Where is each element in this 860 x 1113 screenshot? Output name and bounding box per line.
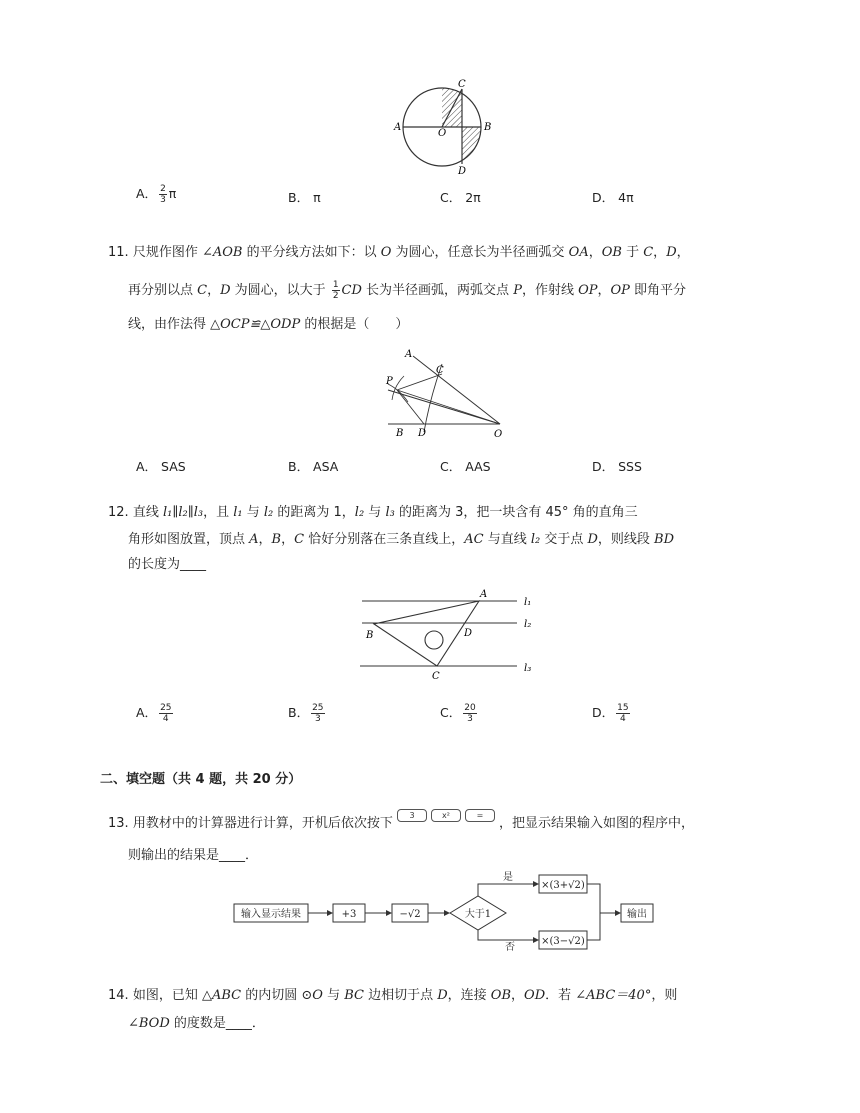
key-equals: = bbox=[465, 809, 495, 822]
q12-label-d: D bbox=[464, 628, 473, 639]
flow-decision-text: 大于1 bbox=[464, 909, 492, 920]
q10-shaded-lower bbox=[462, 127, 481, 161]
flow-minus-sqrt2-text: −√2 bbox=[399, 909, 421, 920]
q11-line-2: 再分别以点 C，D 为圆心，以大于 $\frac{1}{2}$ CD 长为半径画弧，两弧交点 P，作射线 OP，OP 即角平分 bbox=[128, 280, 687, 301]
q12-label-c: C bbox=[432, 671, 440, 682]
q10-option-d[interactable]: D． 4π bbox=[592, 190, 634, 205]
q11-label-c: C bbox=[436, 365, 444, 376]
q11-label-d: D bbox=[418, 428, 427, 439]
q12-line-1: 12. 直线 l₁∥l₂∥l₃，且 l₁ 与 l₂ 的距离为 1，l₂ 与 l₃ 的距离为 3，把一块含有 45° 角的直角三 bbox=[108, 505, 638, 520]
q12-line-2: 角形如图放置，顶点 A，B，C 恰好分别落在三条直线上，AC 与直线 l₂ 交于点 D，则线段 BD bbox=[128, 532, 675, 547]
section-title: 二、填空题（共 4 题，共 20 分） bbox=[100, 772, 302, 787]
q14-line-2: ∠BOD 的度数是____． bbox=[128, 1016, 265, 1031]
q12-option-a[interactable]: A． $\frac{25}{4}$ bbox=[136, 703, 172, 724]
q10-option-c[interactable]: C． 2π bbox=[440, 190, 481, 205]
flow-plus3-text: +3 bbox=[341, 909, 357, 920]
q13-flowchart bbox=[228, 870, 658, 952]
key-x-squared: x² bbox=[431, 809, 461, 822]
flow-times-plus-text: ×(3+√2) bbox=[541, 880, 585, 891]
flow-no-text: 否 bbox=[505, 942, 515, 952]
q10-label-a: A bbox=[394, 122, 402, 133]
q10-option-a[interactable]: A． $\frac{2}{3}$ π bbox=[136, 184, 177, 205]
q12-circle bbox=[425, 631, 443, 649]
flow-output-text: 输出 bbox=[627, 909, 647, 920]
q11-line-1: 11. 尺规作图作 ∠AOB 的平分线方法如下：以 O 为圆心，任意长为半径画弧交 OA，OB 于 C，D， bbox=[108, 245, 690, 260]
q12-label-l2: l₂ bbox=[524, 619, 532, 630]
q12-figure bbox=[352, 584, 548, 684]
q12-option-b[interactable]: B． $\frac{25}{3}$ bbox=[288, 703, 324, 724]
q12-label-a: A bbox=[480, 589, 488, 600]
q10-figure bbox=[390, 74, 500, 178]
q13-line-2: 则输出的结果是____． bbox=[128, 848, 259, 863]
q11-figure bbox=[380, 346, 510, 442]
q11-label-o: O bbox=[494, 429, 503, 440]
q12-option-d[interactable]: D． $\frac{15}{4}$ bbox=[592, 703, 629, 724]
q13-line-1: 13. 用教材中的计算器进行计算，开机后依次按下 3 x² =，把显示结果输入如图的程序中， bbox=[108, 811, 694, 831]
q11-line-3: 线，由作法得 △OCP≌△ODP 的根据是（ ） bbox=[128, 317, 409, 332]
q14-line-1: 14. 如图，已知 △ABC 的内切圆 ⊙O 与 BC 边相切于点 D，连接 OB，OD．若 ∠ABC＝40°，则 bbox=[108, 988, 678, 1003]
flow-times-minus-text: ×(3−√2) bbox=[541, 936, 585, 947]
flow-yes-text: 是 bbox=[503, 872, 513, 883]
q12-label-l1: l₁ bbox=[524, 597, 532, 608]
q12-label-l3: l₃ bbox=[524, 663, 532, 674]
q11-option-a[interactable]: A． SAS bbox=[136, 459, 186, 474]
q11-option-c[interactable]: C． AAS bbox=[440, 459, 491, 474]
q12-line-3: 的长度为____ bbox=[128, 557, 207, 572]
q12-option-c[interactable]: C． $\frac{20}{3}$ bbox=[440, 703, 476, 724]
q10-label-b: B bbox=[484, 122, 492, 133]
q11-label-p: P bbox=[386, 376, 393, 387]
q11-label-a: A bbox=[405, 349, 413, 360]
q11-option-d[interactable]: D． SSS bbox=[592, 459, 642, 474]
q11-label-b: B bbox=[396, 428, 404, 439]
q10-label-c: C bbox=[458, 79, 466, 90]
q10-label-o: O bbox=[438, 128, 447, 139]
q10-label-d: D bbox=[458, 166, 467, 177]
q10-option-b[interactable]: B． π bbox=[288, 190, 321, 205]
flow-input-text: 输入显示结果 bbox=[241, 909, 301, 920]
q11-option-b[interactable]: B． ASA bbox=[288, 459, 339, 474]
key-3: 3 bbox=[397, 809, 427, 822]
q12-label-b: B bbox=[366, 630, 374, 641]
